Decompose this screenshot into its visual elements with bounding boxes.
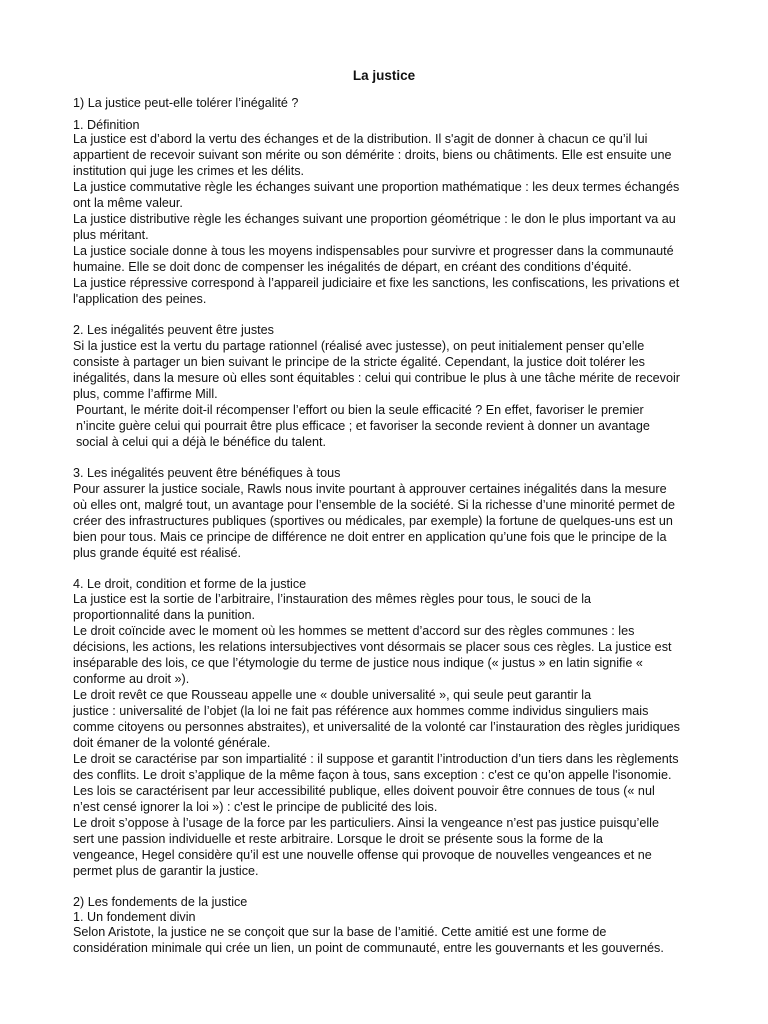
section-heading: 4. Le droit, condition et forme de la justice [73, 577, 307, 591]
text-line: Pourtant, le mérite doit-il récompenser l’effort ou bien la seule efficacité ? En effet, favoriser le premier [76, 403, 644, 417]
section-heading: 3. Les inégalités peuvent être bénéfiques à tous [73, 466, 341, 480]
section-heading: 2. Les inégalités peuvent être justes [73, 323, 274, 337]
text-line: n’incite guère celui qui pourrait être plus efficace ; et favoriser la seconde revient à donner un avantage [76, 419, 650, 433]
text-line: Le droit se caractérise par son impartialité : il suppose et garantit l’introduction d’un tiers dans les règlements [73, 752, 679, 766]
text-line: Selon Aristote, la justice ne se conçoit que sur la base de l’amitié. Cette amitié est une forme de [73, 925, 607, 939]
text-line: La justice commutative règle les échanges suivant une proportion mathématique : les deux termes échangés [73, 180, 680, 194]
text-line: où elles ont, malgré tout, un avantage pour l’ensemble de la société. Si la richesse d’une minorité permet de [73, 498, 676, 512]
text-line: comme citoyens ou personnes abstraites), et universalité de la volonté car l’instauration des règles juridiques [73, 720, 680, 734]
text-line: Si la justice est la vertu du partage rationnel (réalisé avec justesse), on peut initialement penser qu’elle [73, 339, 645, 353]
text-line: La justice est d’abord la vertu des échanges et de la distribution. Il s'agit de donner à chacun ce qu’il lui [73, 132, 648, 146]
text-line: institution qui juge les crimes et les délits. [73, 164, 304, 178]
section-heading: 1. Définition [73, 118, 140, 132]
part-heading: 1) La justice peut-elle tolérer l’inégalité ? [73, 96, 299, 110]
text-line: doit émaner de la volonté générale. [73, 736, 271, 750]
text-line: appartient de recevoir suivant son mérite ou son démérite : droits, biens ou châtiments. Elle est ensuite une [73, 148, 672, 162]
text-line: créer des infrastructures publiques (sportives ou médicales, par exemple) la fortune de quelques-uns est un [73, 514, 673, 528]
text-line: plus méritant. [73, 228, 149, 242]
text-line: sert une passion individuelle et reste arbitraire. Lorsque le droit se présente sous la forme de la [73, 832, 603, 846]
text-line: permet plus de garantir la justice. [73, 864, 259, 878]
text-line: La justice répressive correspond à l’appareil judiciaire et fixe les sanctions, les confiscations, les privations et [73, 276, 680, 290]
text-line: décisions, les actions, les relations intersubjectives vont désormais se placer sous ces règles. La justice est [73, 640, 672, 654]
text-line: plus grande équité est réalisé. [73, 546, 242, 560]
text-line: conforme au droit »). [73, 672, 190, 686]
text-line: proportionnalité dans la punition. [73, 608, 256, 622]
text-line: social à celui qui a déjà le bénéfice du talent. [76, 435, 326, 449]
text-line: ont la même valeur. [73, 196, 183, 210]
text-line: l'application des peines. [73, 292, 207, 306]
text-line: Pour assurer la justice sociale, Rawls nous invite pourtant à approuver certaines inégalités dans la mesure [73, 482, 667, 496]
text-line: inégalités, dans la mesure où elles sont équitables : celui qui contribue le plus à une tâche mérite de recevoir [73, 371, 680, 385]
text-line: Le droit revêt ce que Rousseau appelle une « double universalité », qui seule peut garantir la [73, 688, 592, 702]
section-heading: 1. Un fondement divin [73, 910, 196, 924]
text-line: consiste à partager un bien suivant le principe de la stricte égalité. Cependant, la justice doit tolérer les [73, 355, 645, 369]
text-line: inséparable des lois, ce que l’étymologie du terme de justice nous indique (« justus » en latin signifie « [73, 656, 643, 670]
text-line: humaine. Elle se doit donc de compenser les inégalités de départ, en créant des conditions d’équité. [73, 260, 632, 274]
text-line: La justice est la sortie de l’arbitraire, l’instauration des mêmes règles pour tous, le souci de la [73, 592, 591, 606]
document-title: La justice [352, 68, 416, 83]
text-line: La justice sociale donne à tous les moyens indispensables pour survivre et progresser dans la communauté [73, 244, 674, 258]
text-line: La justice distributive règle les échanges suivant une proportion géométrique : le don le plus important va au [73, 212, 676, 226]
text-line: plus, comme l’affirme Mill. [73, 387, 218, 401]
part-heading: 2) Les fondements de la justice [73, 895, 248, 909]
text-line: Les lois se caractérisent par leur accessibilité publique, elles doivent pouvoir être connues de tous (« nul [73, 784, 655, 798]
text-line: considération minimale qui crée un lien, un point de communauté, entre les gouvernants et les gouvernés. [73, 941, 664, 955]
text-line: n’est censé ignorer la loi ») : c'est le principe de publicité des lois. [73, 800, 438, 814]
text-line: bien pour tous. Mais ce principe de différence ne doit entrer en application qu’une fois que le principe de la [73, 530, 667, 544]
text-line: des conflits. Le droit s’applique de la même façon à tous, sans exception : c'est ce qu’on appelle l'isonomie. [73, 768, 672, 782]
text-line: Le droit s’oppose à l’usage de la force par les particuliers. Ainsi la vengeance n’est pas justice puisqu’elle [73, 816, 659, 830]
text-line: Le droit coïncide avec le moment où les hommes se mettent d’accord sur des règles communes : les [73, 624, 635, 638]
text-line: justice : universalité de l’objet (la loi ne fait pas référence aux hommes comme individus singuliers mais [73, 704, 649, 718]
text-line: vengeance, Hegel considère qu’il est une nouvelle offense qui provoque de nouvelles vengeances et ne [73, 848, 652, 862]
